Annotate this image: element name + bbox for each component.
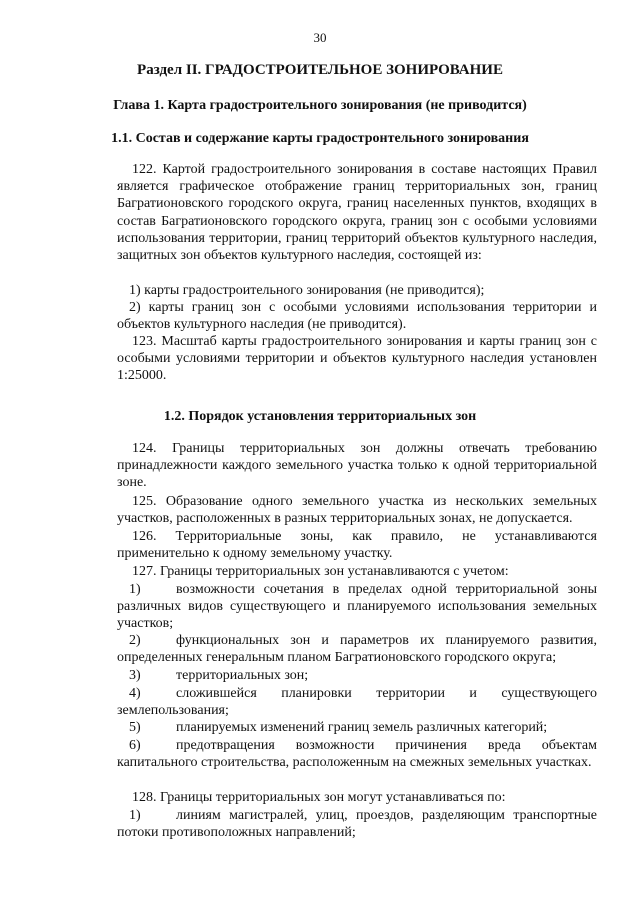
item-text: сложившейся планировки территории и существующего землепользования; [117,686,597,719]
paragraph-122: 122. Картой градостроительного зонирования в составе настоящих Правил является графическое отображение границ территориальных зон, границ Багратионовского городского округа, границ населенных пунктов, входящих в состав Багратионовского городского округа, границ зон с особыми условиями использования территории, границ территорий объектов культурного наследия, защитных зон объектов культурного наследия, состоящей из: [117,162,597,264]
item-text: линиям магистралей, улиц, проездов, разделяющим транспортные потоки противоположных направлений; [117,808,597,841]
item-number: 1) [129,582,141,597]
paragraph-127-item [117,685,597,719]
paragraph-127-item [117,581,597,633]
paragraph-127-item [117,667,597,684]
paragraph-122-item-2: 2) карты границ зон с особыми условиями использования территории и объектов культурного наследия (не приводится). [117,300,597,333]
section-title: Раздел II. ГРАДОСТРОИТЕЛЬНОЕ ЗОНИРОВАНИЕ [137,62,503,78]
paragraph-126: 126. Территориальные зоны, как правило, не устанавливаются применительно к одному земельному участку. [117,529,597,562]
item-text: территориальных зон; [176,668,309,683]
item-text: планируемых изменений границ земель различных категорий; [176,720,548,735]
page-number: 30 [313,30,327,45]
item-number: 3) [129,668,141,683]
item-number: 2) [129,633,141,648]
paragraph-127-item [117,737,597,771]
paragraph-128: 128. Границы территориальных зон могут устанавливаться по: [132,790,506,805]
subsection-title-1-1: 1.1. Состав и содержание карты градостронтельного зонирования [111,131,529,146]
paragraph-123: 123. Масштаб карты градостроительного зонирования и карты границ зон с особыми условиями территории и объектов культурного наследия установлен 1:25000. [117,334,597,384]
paragraph-125: 125. Образование одного земельного участка из нескольких земельных участков, расположенных в разных территориальных зонах, не допускается. [117,494,597,527]
paragraph-122-item-1: 1) карты градостроительного зонирования (не приводится); [129,283,485,298]
item-number: 5) [129,720,141,735]
item-text: возможности сочетания в пределах одной территориальной зоны различных видов существующего и планируемого использования земельных участков; [117,582,597,632]
paragraph-128-item [117,807,597,841]
chapter-title: Глава 1. Карта градостроительного зонирования (не приводится) [113,98,527,113]
subsection-title-1-2: 1.2. Порядок установления территориальных зон [163,409,477,424]
item-text: функциональных зон и параметров их планируемого развития, определенных генеральным планом Багратионовского городского округа; [117,633,597,666]
item-text: предотвращения возможности причинения вреда объектам капитального строительства, расположенным на смежных земельных участках. [117,738,597,771]
paragraph-127: 127. Границы территориальных зон устанавливаются с учетом: [132,564,509,579]
paragraph-124: 124. Границы территориальных зон должны отвечать требованию принадлежности каждого земельного участка только к одной территориальной зоне. [117,441,597,491]
item-number: 1) [129,808,141,823]
paragraph-127-item [117,632,597,666]
item-number: 4) [129,686,141,701]
paragraph-127-item [117,719,597,736]
item-number: 6) [129,738,141,753]
